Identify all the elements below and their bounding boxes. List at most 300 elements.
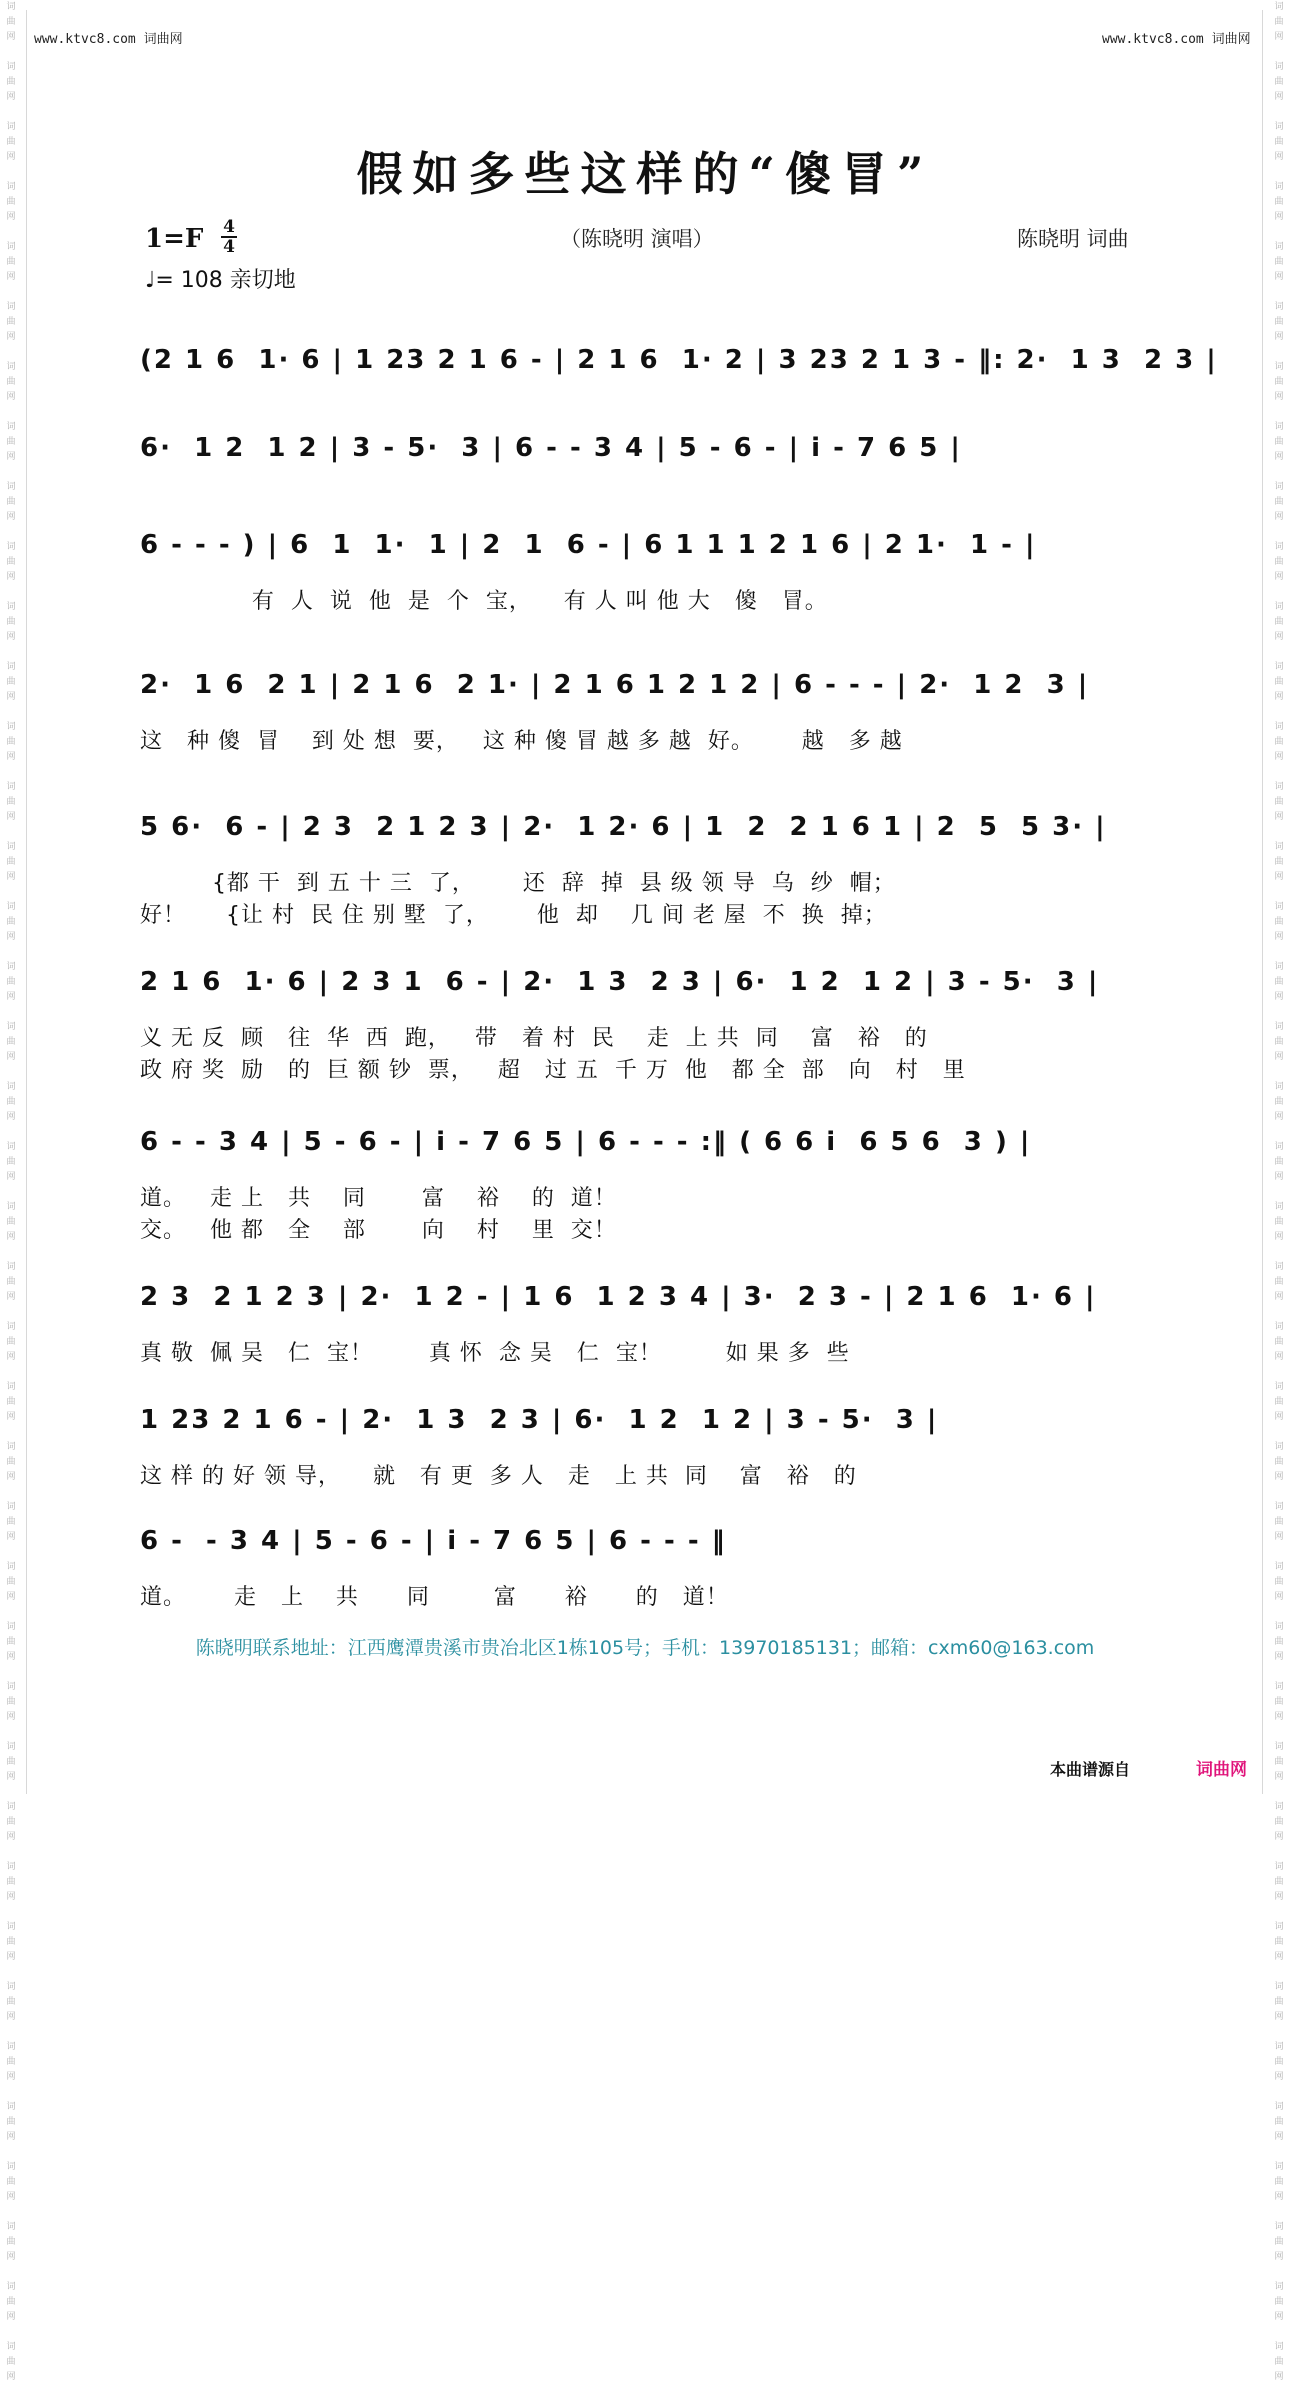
watermark-char: 曲 (6, 197, 16, 207)
watermark-char: 词 (1274, 2282, 1284, 2292)
watermark-gap (0, 2205, 22, 2220)
watermark-gap (0, 285, 22, 300)
watermark-gap (0, 1305, 22, 1320)
watermark-char: 网 (6, 212, 16, 222)
watermark-gap (0, 1065, 22, 1080)
watermark-char: 词 (1274, 242, 1284, 252)
watermark-char: 网 (1274, 1232, 1284, 1242)
watermark-char: 词 (6, 1442, 16, 1452)
watermark-char: 曲 (6, 1937, 16, 1947)
watermark-char: 词 (6, 62, 16, 72)
watermark-char: 曲 (1274, 497, 1284, 507)
watermark-char: 网 (6, 1592, 16, 1602)
watermark-char: 词 (6, 1682, 16, 1692)
watermark-char: 曲 (6, 977, 16, 987)
watermark-char: 曲 (1274, 977, 1284, 987)
watermark-char: 词 (6, 362, 16, 372)
watermark-char: 词 (6, 2042, 16, 2052)
watermark-char: 曲 (1274, 17, 1284, 27)
watermark-char: 曲 (1274, 137, 1284, 147)
watermark-char: 曲 (1274, 1517, 1284, 1527)
watermark-char: 词 (1274, 1262, 1284, 1272)
watermark-gap (0, 465, 22, 480)
watermark-char: 词 (6, 242, 16, 252)
notation-line: 6 - - - ) | 6 1 1· 1 | 2 1 6 - | 6 1 1 1 2 1 6 | 2 1· 1 - | (140, 530, 1037, 560)
watermark-char: 网 (1274, 1112, 1284, 1122)
watermark-char: 网 (6, 692, 16, 702)
watermark-char: 词 (6, 302, 16, 312)
watermark-char: 词 (6, 1202, 16, 1212)
watermark-char: 词 (1274, 2042, 1284, 2052)
watermark-gap (1268, 1245, 1290, 1260)
notation-line: 6 - - 3 4 | 5 - 6 - | i - 7 6 5 | 6 - - - ‖ (140, 1526, 727, 1556)
lyric-line: 有 人 说 他 是 个 宝， 有 人 叫 他 大 傻 冒。 (140, 589, 828, 614)
watermark-gap (0, 105, 22, 120)
watermark-gap (1268, 1725, 1290, 1740)
watermark-char: 曲 (6, 737, 16, 747)
watermark-char: 网 (1274, 1472, 1284, 1482)
watermark-char: 网 (1274, 1652, 1284, 1662)
watermark-gap (0, 1725, 22, 1740)
watermark-gap (1268, 885, 1290, 900)
right-watermark-strip (1268, 0, 1290, 2382)
watermark-char: 网 (6, 1772, 16, 1782)
watermark-char: 网 (1274, 812, 1284, 822)
watermark-char: 词 (1274, 1742, 1284, 1752)
watermark-char: 曲 (6, 1817, 16, 1827)
watermark-gap (1268, 585, 1290, 600)
watermark-char: 词 (6, 2, 16, 12)
watermark-char: 网 (1274, 152, 1284, 162)
watermark-char: 网 (1274, 2252, 1284, 2262)
watermark-char: 词 (6, 1142, 16, 1152)
watermark-char: 词 (6, 722, 16, 732)
watermark-char: 网 (1274, 572, 1284, 582)
watermark-gap (1268, 2265, 1290, 2280)
watermark-char: 网 (1274, 1712, 1284, 1722)
watermark-char: 词 (1274, 602, 1284, 612)
watermark-char: 网 (1274, 392, 1284, 402)
watermark-char: 曲 (6, 677, 16, 687)
watermark-char: 曲 (6, 437, 16, 447)
watermark-char: 词 (6, 1082, 16, 1092)
watermark-char: 词 (6, 2342, 16, 2352)
watermark-gap (1268, 705, 1290, 720)
watermark-char: 网 (6, 1472, 16, 1482)
watermark-gap (0, 645, 22, 660)
watermark-char: 曲 (1274, 1277, 1284, 1287)
watermark-gap (0, 825, 22, 840)
lyric-line: {都 干 到 五 十 三 了， 还 辞 掉 县 级 领 导 乌 纱 帽； (140, 871, 896, 896)
watermark-char: 词 (6, 2222, 16, 2232)
watermark-gap (0, 705, 22, 720)
watermark-char: 词 (6, 1562, 16, 1572)
watermark-char: 网 (1274, 632, 1284, 642)
watermark-char: 网 (6, 1052, 16, 1062)
watermark-char: 词 (6, 902, 16, 912)
watermark-char: 曲 (6, 1277, 16, 1287)
watermark-gap (0, 1965, 22, 1980)
watermark-gap (1268, 1545, 1290, 1560)
header-url-right[interactable]: www.ktvc8.com 词曲网 (1102, 32, 1251, 47)
watermark-char: 词 (6, 1862, 16, 1872)
watermark-char: 曲 (1274, 1997, 1284, 2007)
watermark-char: 网 (6, 1352, 16, 1362)
watermark-char: 词 (1274, 902, 1284, 912)
watermark-char: 曲 (6, 797, 16, 807)
watermark-char: 词 (1274, 1442, 1284, 1452)
watermark-char: 曲 (6, 1577, 16, 1587)
watermark-gap (1268, 405, 1290, 420)
key-signature: 1=F (145, 224, 204, 254)
watermark-char: 曲 (1274, 1157, 1284, 1167)
watermark-gap (0, 1005, 22, 1020)
watermark-char: 曲 (6, 1457, 16, 1467)
watermark-char: 曲 (6, 1517, 16, 1527)
watermark-char: 曲 (1274, 1877, 1284, 1887)
watermark-char: 网 (1274, 32, 1284, 42)
watermark-gap (1268, 1425, 1290, 1440)
score-row (140, 967, 1150, 1127)
watermark-char: 网 (6, 2132, 16, 2142)
watermark-char: 曲 (6, 917, 16, 927)
watermark-char: 词 (1274, 1082, 1284, 1092)
watermark-char: 曲 (6, 1157, 16, 1167)
watermark-char: 词 (1274, 1622, 1284, 1632)
watermark-char: 曲 (1274, 1817, 1284, 1827)
watermark-char: 曲 (6, 2117, 16, 2127)
watermark-char: 词 (1274, 422, 1284, 432)
lyric-line: 道。 走 上 共 同 富 裕 的 道！ (140, 1186, 617, 1211)
watermark-gap (1268, 45, 1290, 60)
watermark-char: 词 (1274, 842, 1284, 852)
watermark-char: 网 (1274, 2192, 1284, 2202)
watermark-gap (0, 2385, 22, 2400)
watermark-char: 曲 (1274, 257, 1284, 267)
watermark-char: 词 (6, 422, 16, 432)
watermark-char: 曲 (1274, 2237, 1284, 2247)
score-row (140, 670, 1150, 830)
watermark-char: 网 (6, 1952, 16, 1962)
watermark-gap (1268, 1185, 1290, 1200)
score-row (140, 1526, 1150, 1686)
watermark-char: 词 (1274, 182, 1284, 192)
notation-line: 2· 1 6 2 1 | 2 1 6 2 1· | 2 1 6 1 2 1 2 | 6 - - - | 2· 1 2 3 | (140, 670, 1090, 700)
watermark-char: 词 (1274, 482, 1284, 492)
watermark-char: 曲 (6, 257, 16, 267)
right-border-line (1262, 10, 1263, 1794)
watermark-gap (0, 405, 22, 420)
watermark-char: 曲 (1274, 2297, 1284, 2307)
lyric-line: 这 种 傻 冒 到 处 想 要， 这 种 傻 冒 越 多 越 好。 越 多 越 (140, 729, 903, 754)
watermark-gap (0, 225, 22, 240)
notation-line: 6· 1 2 1 2 | 3 - 5· 3 | 6 - - 3 4 | 5 - 6 - | i - 7 6 5 | (140, 433, 962, 463)
time-signature-bottom: 4 (223, 237, 235, 257)
left-border-line (26, 10, 27, 1794)
watermark-gap (0, 1605, 22, 1620)
watermark-char: 词 (6, 2102, 16, 2112)
watermark-char: 词 (1274, 782, 1284, 792)
watermark-char: 曲 (6, 557, 16, 567)
watermark-char: 词 (1274, 2162, 1284, 2172)
watermark-gap (1268, 525, 1290, 540)
watermark-char: 网 (6, 872, 16, 882)
watermark-char: 词 (6, 542, 16, 552)
watermark-char: 网 (1274, 1592, 1284, 1602)
watermark-char: 网 (6, 1712, 16, 1722)
watermark-gap (1268, 1005, 1290, 1020)
watermark-char: 词 (1274, 962, 1284, 972)
watermark-char: 网 (1274, 92, 1284, 102)
watermark-gap (1268, 2325, 1290, 2340)
watermark-char: 词 (1274, 1382, 1284, 1392)
watermark-char: 网 (1274, 872, 1284, 882)
watermark-gap (0, 585, 22, 600)
watermark-char: 网 (1274, 1412, 1284, 1422)
watermark-char: 曲 (6, 17, 16, 27)
watermark-gap (0, 45, 22, 60)
watermark-char: 曲 (6, 1757, 16, 1767)
watermark-char: 网 (1274, 1292, 1284, 1302)
watermark-gap (1268, 465, 1290, 480)
watermark-gap (1268, 765, 1290, 780)
watermark-char: 网 (6, 2252, 16, 2262)
watermark-char: 曲 (1274, 77, 1284, 87)
watermark-char: 曲 (1274, 2117, 1284, 2127)
watermark-char: 曲 (6, 2057, 16, 2067)
watermark-char: 词 (6, 2162, 16, 2172)
watermark-char: 曲 (6, 1097, 16, 1107)
watermark-char: 词 (1274, 662, 1284, 672)
watermark-char: 网 (6, 632, 16, 642)
watermark-gap (1268, 1905, 1290, 1920)
watermark-char: 词 (1274, 1202, 1284, 1212)
watermark-char: 网 (6, 932, 16, 942)
tempo-marking: ♩= 108 亲切地 (145, 268, 296, 293)
watermark-char: 网 (6, 2012, 16, 2022)
watermark-gap (1268, 345, 1290, 360)
watermark-char: 网 (1274, 2312, 1284, 2322)
watermark-char: 网 (1274, 2132, 1284, 2142)
watermark-char: 网 (1274, 992, 1284, 1002)
watermark-char: 网 (1274, 692, 1284, 702)
watermark-gap (1268, 1845, 1290, 1860)
watermark-gap (0, 1905, 22, 1920)
watermark-char: 词 (1274, 62, 1284, 72)
watermark-char: 曲 (6, 2237, 16, 2247)
watermark-char: 词 (1274, 1022, 1284, 1032)
watermark-char: 词 (6, 122, 16, 132)
watermark-char: 网 (6, 1172, 16, 1182)
watermark-gap (0, 1845, 22, 1860)
watermark-char: 网 (6, 1232, 16, 1242)
watermark-gap (1268, 2385, 1290, 2400)
watermark-char: 词 (6, 1622, 16, 1632)
watermark-char: 词 (6, 1982, 16, 1992)
watermark-char: 网 (1274, 212, 1284, 222)
watermark-char: 曲 (1274, 1757, 1284, 1767)
time-signature (221, 218, 237, 256)
watermark-char: 网 (1274, 1172, 1284, 1182)
watermark-char: 曲 (6, 1037, 16, 1047)
watermark-char: 网 (6, 992, 16, 1002)
watermark-char: 词 (6, 1382, 16, 1392)
watermark-gap (0, 1485, 22, 1500)
watermark-gap (1268, 825, 1290, 840)
watermark-gap (1268, 945, 1290, 960)
watermark-char: 曲 (1274, 1457, 1284, 1467)
watermark-char: 词 (1274, 1982, 1284, 1992)
watermark-gap (1268, 1305, 1290, 1320)
watermark-char: 网 (1274, 452, 1284, 462)
watermark-char: 网 (6, 1292, 16, 1302)
watermark-char: 网 (1274, 752, 1284, 762)
watermark-char: 网 (6, 152, 16, 162)
performer-credit: （陈晓明 演唱） (560, 227, 714, 251)
watermark-gap (0, 1785, 22, 1800)
watermark-char: 词 (6, 1262, 16, 1272)
watermark-char: 曲 (1274, 797, 1284, 807)
watermark-char: 词 (6, 1322, 16, 1332)
watermark-char: 曲 (6, 2297, 16, 2307)
watermark-gap (1268, 645, 1290, 660)
watermark-gap (1268, 285, 1290, 300)
notation-line: 2 1 6 1· 6 | 2 3 1 6 - | 2· 1 3 2 3 | 6· 1 2 1 2 | 3 - 5· 3 | (140, 967, 1100, 997)
watermark-char: 曲 (6, 1217, 16, 1227)
watermark-char: 网 (6, 1652, 16, 1662)
watermark-gap (0, 2085, 22, 2100)
watermark-char: 词 (1274, 1682, 1284, 1692)
watermark-char: 词 (6, 1742, 16, 1752)
watermark-char: 网 (1274, 1532, 1284, 1542)
watermark-gap (1268, 2205, 1290, 2220)
watermark-char: 词 (6, 962, 16, 972)
brand-link[interactable]: 词曲网 (1196, 1760, 1247, 1780)
watermark-gap (0, 945, 22, 960)
watermark-char: 网 (6, 1532, 16, 1542)
watermark-gap (1268, 1605, 1290, 1620)
notation-line: 5 6· 6 - | 2 3 2 1 2 3 | 2· 1 2· 6 | 1 2 2 1 6 1 | 2 5 5 3· | (140, 812, 1107, 842)
watermark-gap (1268, 105, 1290, 120)
watermark-gap (0, 345, 22, 360)
song-title: 假如多些这样的“傻冒” (356, 147, 934, 201)
watermark-char: 网 (6, 332, 16, 342)
watermark-gap (1268, 1965, 1290, 1980)
watermark-gap (0, 1665, 22, 1680)
watermark-char: 曲 (6, 1337, 16, 1347)
watermark-char: 网 (1274, 1052, 1284, 1062)
watermark-char: 曲 (6, 1397, 16, 1407)
notation-line: (2 1 6 1· 6 | 1 23 2 1 6 - | 2 1 6 1· 2 | 3 23 2 1 3 - ‖: 2· 1 3 2 3 | (140, 345, 1218, 375)
watermark-gap (0, 1365, 22, 1380)
watermark-char: 词 (1274, 2102, 1284, 2112)
watermark-gap (1268, 2085, 1290, 2100)
watermark-char: 曲 (6, 857, 16, 867)
watermark-gap (1268, 225, 1290, 240)
watermark-char: 词 (6, 2282, 16, 2292)
watermark-char: 曲 (6, 1997, 16, 2007)
watermark-char: 词 (1274, 1562, 1284, 1572)
watermark-char: 曲 (6, 497, 16, 507)
header-url-left[interactable]: www.ktvc8.com 词曲网 (34, 32, 183, 47)
score-row (140, 1127, 1150, 1287)
watermark-char: 曲 (6, 1877, 16, 1887)
watermark-gap (0, 525, 22, 540)
lyric-line: 道。 走 上 共 同 富 裕 的 道！ (140, 1585, 729, 1610)
watermark-char: 词 (6, 182, 16, 192)
watermark-char: 曲 (1274, 557, 1284, 567)
watermark-char: 网 (6, 1112, 16, 1122)
watermark-char: 网 (1274, 332, 1284, 342)
watermark-char: 曲 (1274, 1697, 1284, 1707)
watermark-gap (0, 1545, 22, 1560)
watermark-gap (1268, 2145, 1290, 2160)
watermark-char: 词 (6, 1802, 16, 1812)
watermark-gap (1268, 1365, 1290, 1380)
lyric-line: 真 敬 佩 吴 仁 宝！ 真 怀 念 吴 仁 宝！ 如 果 多 些 (140, 1341, 850, 1366)
watermark-char: 词 (1274, 122, 1284, 132)
watermark-char: 曲 (1274, 1577, 1284, 1587)
watermark-char: 网 (6, 452, 16, 462)
watermark-char: 网 (6, 752, 16, 762)
watermark-char: 网 (6, 1832, 16, 1842)
contact-info: 陈晓明联系地址：江西鹰潭贵溪市贵冶北区1栋105号；手机：13970185131；邮箱：cxm60@163.com (195, 1637, 1095, 1659)
watermark-char: 网 (1274, 2072, 1284, 2082)
watermark-gap (0, 765, 22, 780)
lyric-line: 义 无 反 顾 往 华 西 跑， 带 着 村 民 走 上 共 同 富 裕 的 (140, 1026, 928, 1051)
watermark-char: 词 (6, 482, 16, 492)
source-label: 本曲谱源自 (1050, 1760, 1131, 1779)
watermark-char: 曲 (1274, 1097, 1284, 1107)
watermark-gap (0, 885, 22, 900)
watermark-char: 曲 (1274, 677, 1284, 687)
watermark-char: 曲 (6, 2177, 16, 2187)
notation-line: 1 23 2 1 6 - | 2· 1 3 2 3 | 6· 1 2 1 2 | 3 - 5· 3 | (140, 1405, 939, 1435)
watermark-char: 曲 (1274, 2357, 1284, 2367)
watermark-char: 网 (6, 2372, 16, 2382)
watermark-char: 网 (6, 512, 16, 522)
watermark-char: 曲 (6, 617, 16, 627)
watermark-char: 词 (6, 1502, 16, 1512)
watermark-gap (0, 2025, 22, 2040)
watermark-char: 曲 (1274, 1337, 1284, 1347)
watermark-char: 曲 (1274, 1637, 1284, 1647)
notation-line: 6 - - 3 4 | 5 - 6 - | i - 7 6 5 | 6 - - - :‖ ( 6 6 i 6 5 6 3 ) | (140, 1127, 1032, 1157)
watermark-char: 词 (1274, 1322, 1284, 1332)
watermark-char: 网 (6, 392, 16, 402)
watermark-char: 词 (1274, 1922, 1284, 1932)
watermark-char: 词 (1274, 2342, 1284, 2352)
watermark-char: 网 (6, 272, 16, 282)
lyric-line: 交。 他 都 全 部 向 村 里 交！ (140, 1218, 617, 1243)
watermark-char: 曲 (1274, 1037, 1284, 1047)
watermark-char: 网 (1274, 1892, 1284, 1902)
watermark-char: 网 (6, 572, 16, 582)
watermark-char: 网 (6, 1412, 16, 1422)
watermark-gap (0, 1125, 22, 1140)
watermark-char: 词 (1274, 362, 1284, 372)
watermark-char: 曲 (1274, 437, 1284, 447)
watermark-char: 网 (1274, 272, 1284, 282)
watermark-gap (1268, 1785, 1290, 1800)
watermark-char: 网 (6, 812, 16, 822)
watermark-gap (0, 1425, 22, 1440)
watermark-char: 曲 (6, 2357, 16, 2367)
watermark-char: 曲 (1274, 617, 1284, 627)
watermark-char: 词 (1274, 1142, 1284, 1152)
watermark-char: 词 (1274, 1502, 1284, 1512)
watermark-char: 曲 (1274, 317, 1284, 327)
